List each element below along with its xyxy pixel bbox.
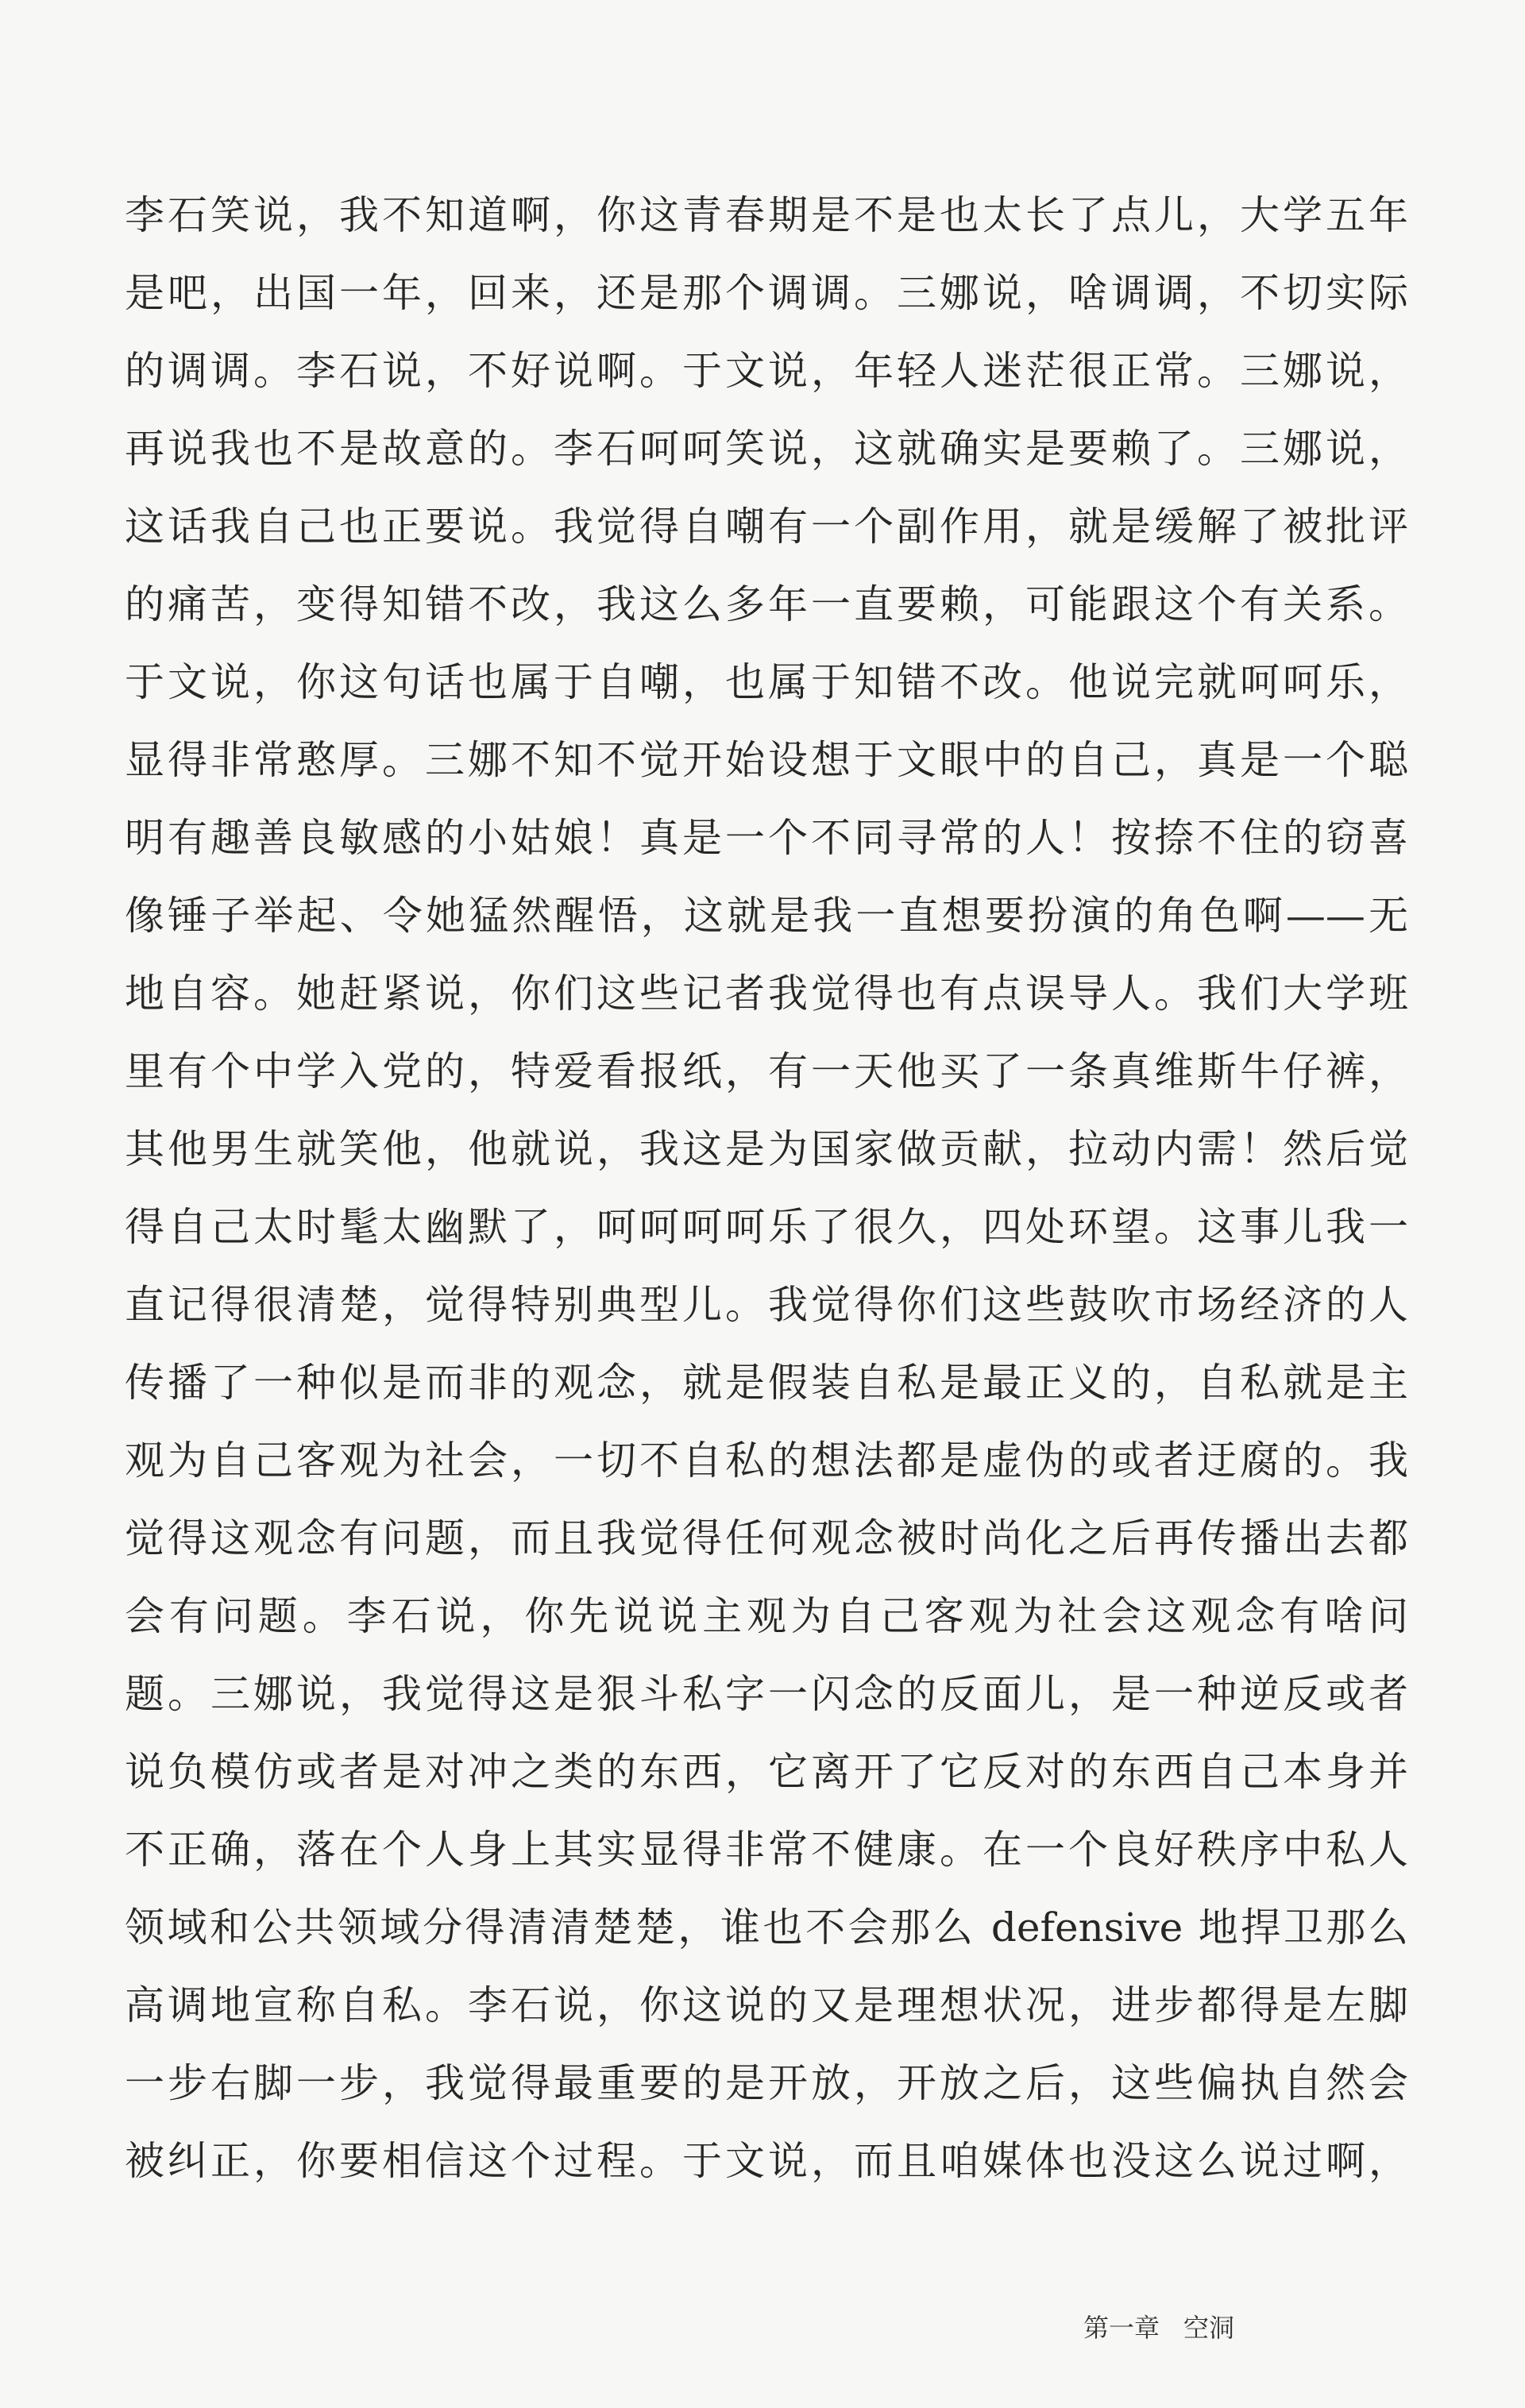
text-line: 的痛苦，变得知错不改，我这么多年一直要赖，可能跟这个有关系。	[125, 581, 1408, 627]
chapter-number: 第一章	[1083, 2313, 1160, 2343]
text-line: 于文说，你这句话也属于自嘲，也属于知错不改。他说完就呵呵乐，	[125, 659, 1408, 705]
text-line: 领域和公共领域分得清清楚楚，谁也不会那么 defensive 地捍卫那么	[125, 1904, 1408, 1951]
text-line: 显得非常憨厚。三娜不知不觉开始设想于文眼中的自己，真是一个聪	[125, 737, 1408, 783]
text-line: 说负模仿或者是对冲之类的东西，它离开了它反对的东西自己本身并	[125, 1749, 1408, 1795]
text-line: 是吧，出国一年，回来，还是那个调调。三娜说，啥调调，不切实际	[125, 270, 1408, 316]
running-footer	[1083, 2308, 1234, 2344]
text-line: 李石笑说，我不知道啊，你这青春期是不是也太长了点儿，大学五年	[125, 192, 1408, 238]
text-line: 一步右脚一步，我觉得最重要的是开放，开放之后，这些偏执自然会	[125, 2060, 1408, 2106]
text-line: 的调调。李石说，不好说啊。于文说，年轻人迷茫很正常。三娜说，	[125, 348, 1408, 394]
text-line: 观为自己客观为社会，一切不自私的想法都是虚伪的或者迂腐的。我	[125, 1437, 1408, 1484]
text-line: 像锤子举起、令她猛然醒悟，这就是我一直想要扮演的角色啊——无	[125, 893, 1408, 939]
body-paragraph	[125, 176, 1408, 2200]
text-line: 地自容。她赶紧说，你们这些记者我觉得也有点误导人。我们大学班	[125, 971, 1408, 1017]
text-line: 会有问题。李石说，你先说说主观为自己客观为社会这观念有啥问	[125, 1593, 1408, 1639]
text-line: 其他男生就笑他，他就说，我这是为国家做贡献，拉动内需！然后觉	[125, 1126, 1408, 1172]
text-line: 得自己太时髦太幽默了，呵呵呵呵乐了很久，四处环望。这事儿我一	[125, 1204, 1408, 1250]
text-line: 明有趣善良敏感的小姑娘！真是一个不同寻常的人！按捺不住的窃喜	[125, 815, 1408, 861]
text-line: 觉得这观念有问题，而且我觉得任何观念被时尚化之后再传播出去都	[125, 1515, 1408, 1561]
text-line: 题。三娜说，我觉得这是狠斗私字一闪念的反面儿，是一种逆反或者	[125, 1671, 1408, 1717]
text-line: 里有个中学入党的，特爱看报纸，有一天他买了一条真维斯牛仔裤，	[125, 1048, 1408, 1094]
text-line: 直记得很清楚，觉得特别典型儿。我觉得你们这些鼓吹市场经济的人	[125, 1282, 1408, 1328]
text-line: 传播了一种似是而非的观念，就是假装自私是最正义的，自私就是主	[125, 1360, 1408, 1406]
chapter-title: 空洞	[1183, 2313, 1235, 2343]
text-line: 被纠正，你要相信这个过程。于文说，而且咱媒体也没这么说过啊，	[125, 2138, 1408, 2184]
text-line: 不正确，落在个人身上其实显得非常不健康。在一个良好秩序中私人	[125, 1827, 1408, 1873]
text-line: 再说我也不是故意的。李石呵呵笑说，这就确实是要赖了。三娜说，	[125, 426, 1408, 472]
text-line: 高调地宣称自私。李石说，你这说的又是理想状况，进步都得是左脚	[125, 1982, 1408, 2028]
text-line: 这话我自己也正要说。我觉得自嘲有一个副作用，就是缓解了被批评	[125, 504, 1408, 550]
